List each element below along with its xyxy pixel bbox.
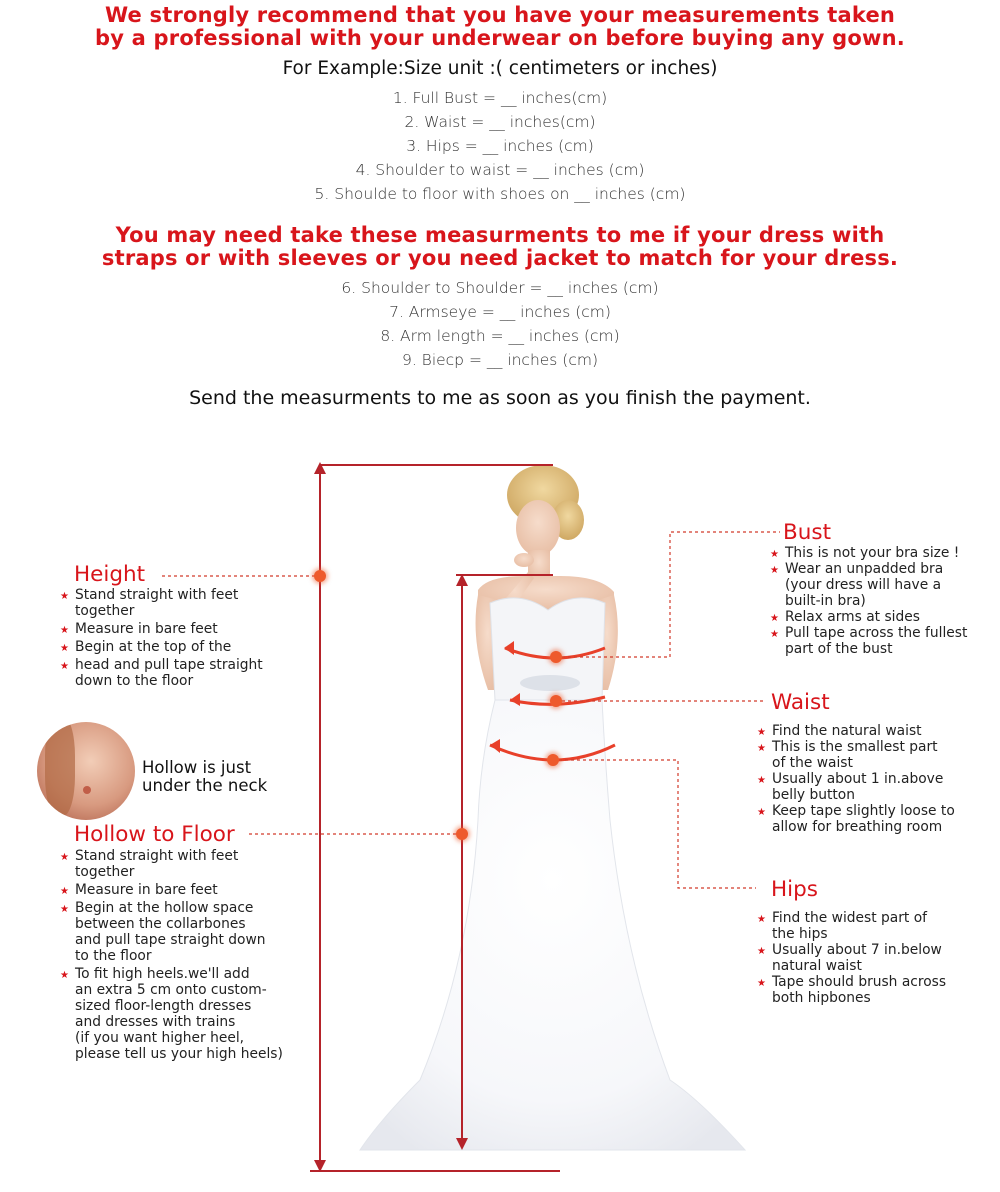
hollow-thumbnail-image	[37, 722, 135, 820]
hollow-to-floor-list	[60, 848, 305, 1062]
list-item: ★ This is not your bra size !	[770, 545, 960, 561]
measurement-item: 2. Waist = __ inches(cm)	[404, 113, 596, 131]
list-item: ★ Pull tape across the fullest part of the bust	[770, 625, 968, 657]
list-item: ★ Relax arms at sides	[770, 609, 920, 625]
list-item: ★ Wear an unpadded bra (your dress will have a built-in bra)	[770, 561, 944, 609]
model-figure	[360, 465, 745, 1150]
list-item: ★ To fit high heels.we'll add an extra 5 cm onto custom- sized floor-length dresses and dresses with trains (if you want higher heel, please tell us your high heels)	[60, 966, 283, 1062]
list-item: ★ Stand straight with feet together	[60, 848, 239, 880]
list-item: ★ Find the natural waist	[757, 723, 922, 739]
measurement-item: 3. Hips = __ inches (cm)	[406, 137, 594, 155]
star-icon: ★	[60, 661, 69, 672]
star-icon: ★	[60, 852, 69, 863]
star-icon: ★	[770, 565, 779, 576]
star-icon: ★	[60, 970, 69, 981]
star-icon: ★	[60, 625, 69, 636]
star-icon: ★	[757, 914, 766, 925]
list-item: ★ Usually about 7 in.below natural waist	[757, 942, 942, 974]
list-item: ★ Tape should brush across both hipbones	[757, 974, 947, 1006]
waist-list	[757, 723, 982, 835]
list-item: ★ Usually about 1 in.above belly button	[757, 771, 944, 803]
star-icon: ★	[757, 807, 766, 818]
measurement-item: 9. Biecp = __ inches (cm)	[401, 351, 599, 369]
send-note: Send the measurments to me as soon as you finish the payment.	[189, 387, 811, 409]
bust-title: Bust	[783, 520, 832, 545]
bust-marker	[550, 651, 562, 663]
star-icon: ★	[770, 629, 779, 640]
measurement-item: 1. Full Bust = __ inches(cm)	[392, 89, 608, 107]
star-icon: ★	[770, 549, 779, 560]
list-item: ★ Stand straight with feet together	[60, 587, 239, 619]
list-item: ★ head and pull tape straight down to the floor	[60, 657, 263, 689]
star-icon: ★	[757, 978, 766, 989]
hips-title: Hips	[771, 877, 818, 902]
example-unit-line: For Example:Size unit :( centimeters or inches)	[282, 58, 718, 79]
list-item: ★ Keep tape slightly loose to allow for breathing room	[757, 803, 955, 835]
height-title: Height	[74, 562, 146, 587]
hips-marker	[547, 754, 559, 766]
height-list	[60, 587, 305, 689]
star-icon: ★	[757, 727, 766, 738]
list-item: ★ Measure in bare feet	[60, 621, 218, 637]
hips-list	[757, 910, 982, 1006]
star-icon: ★	[60, 904, 69, 915]
star-icon: ★	[757, 775, 766, 786]
hollow-to-floor-title: Hollow to Floor	[74, 822, 235, 847]
warning2-line-1: You may need take these measurments to me if your dress with	[115, 223, 885, 247]
star-icon: ★	[60, 591, 69, 602]
star-icon: ★	[60, 886, 69, 897]
list-item: ★ Measure in bare feet	[60, 882, 218, 898]
hollow-to-floor-marker	[456, 828, 468, 840]
list-item: ★ Find the widest part of the hips	[757, 910, 928, 942]
bust-list	[770, 545, 985, 657]
height-marker	[314, 570, 326, 582]
list-item: ★ Begin at the hollow space between the collarbones and pull tape straight down to the floor	[60, 900, 266, 964]
measurement-item: 5. Shoulde to floor with shoes on __ inches (cm)	[314, 185, 686, 203]
measurement-item: 6. Shoulder to Shoulder = __ inches (cm)	[341, 279, 659, 297]
warning-line-2: by a professional with your underwear on before buying any gown.	[95, 26, 905, 50]
star-icon: ★	[757, 946, 766, 957]
star-icon: ★	[757, 743, 766, 754]
leader-lines	[162, 532, 780, 888]
warning2-line-2: straps or with sleeves or you need jacket to match for your dress.	[101, 246, 899, 270]
measurement-item: 7. Armseye = __ inches (cm)	[389, 303, 611, 321]
measurement-item: 4. Shoulder to waist = __ inches (cm)	[355, 161, 645, 179]
list-item: ★ Begin at the top of the	[60, 639, 232, 655]
warning-line-1: We strongly recommend that you have your measurements taken	[104, 3, 896, 27]
list-item: ★ This is the smallest part of the waist	[757, 739, 938, 771]
star-icon: ★	[60, 643, 69, 654]
hollow-note: Hollow is just under the neck	[142, 758, 268, 795]
waist-marker	[550, 695, 562, 707]
measurement-item: 8. Arm length = __ inches (cm)	[380, 327, 620, 345]
waist-title: Waist	[771, 690, 830, 715]
star-icon: ★	[770, 613, 779, 624]
